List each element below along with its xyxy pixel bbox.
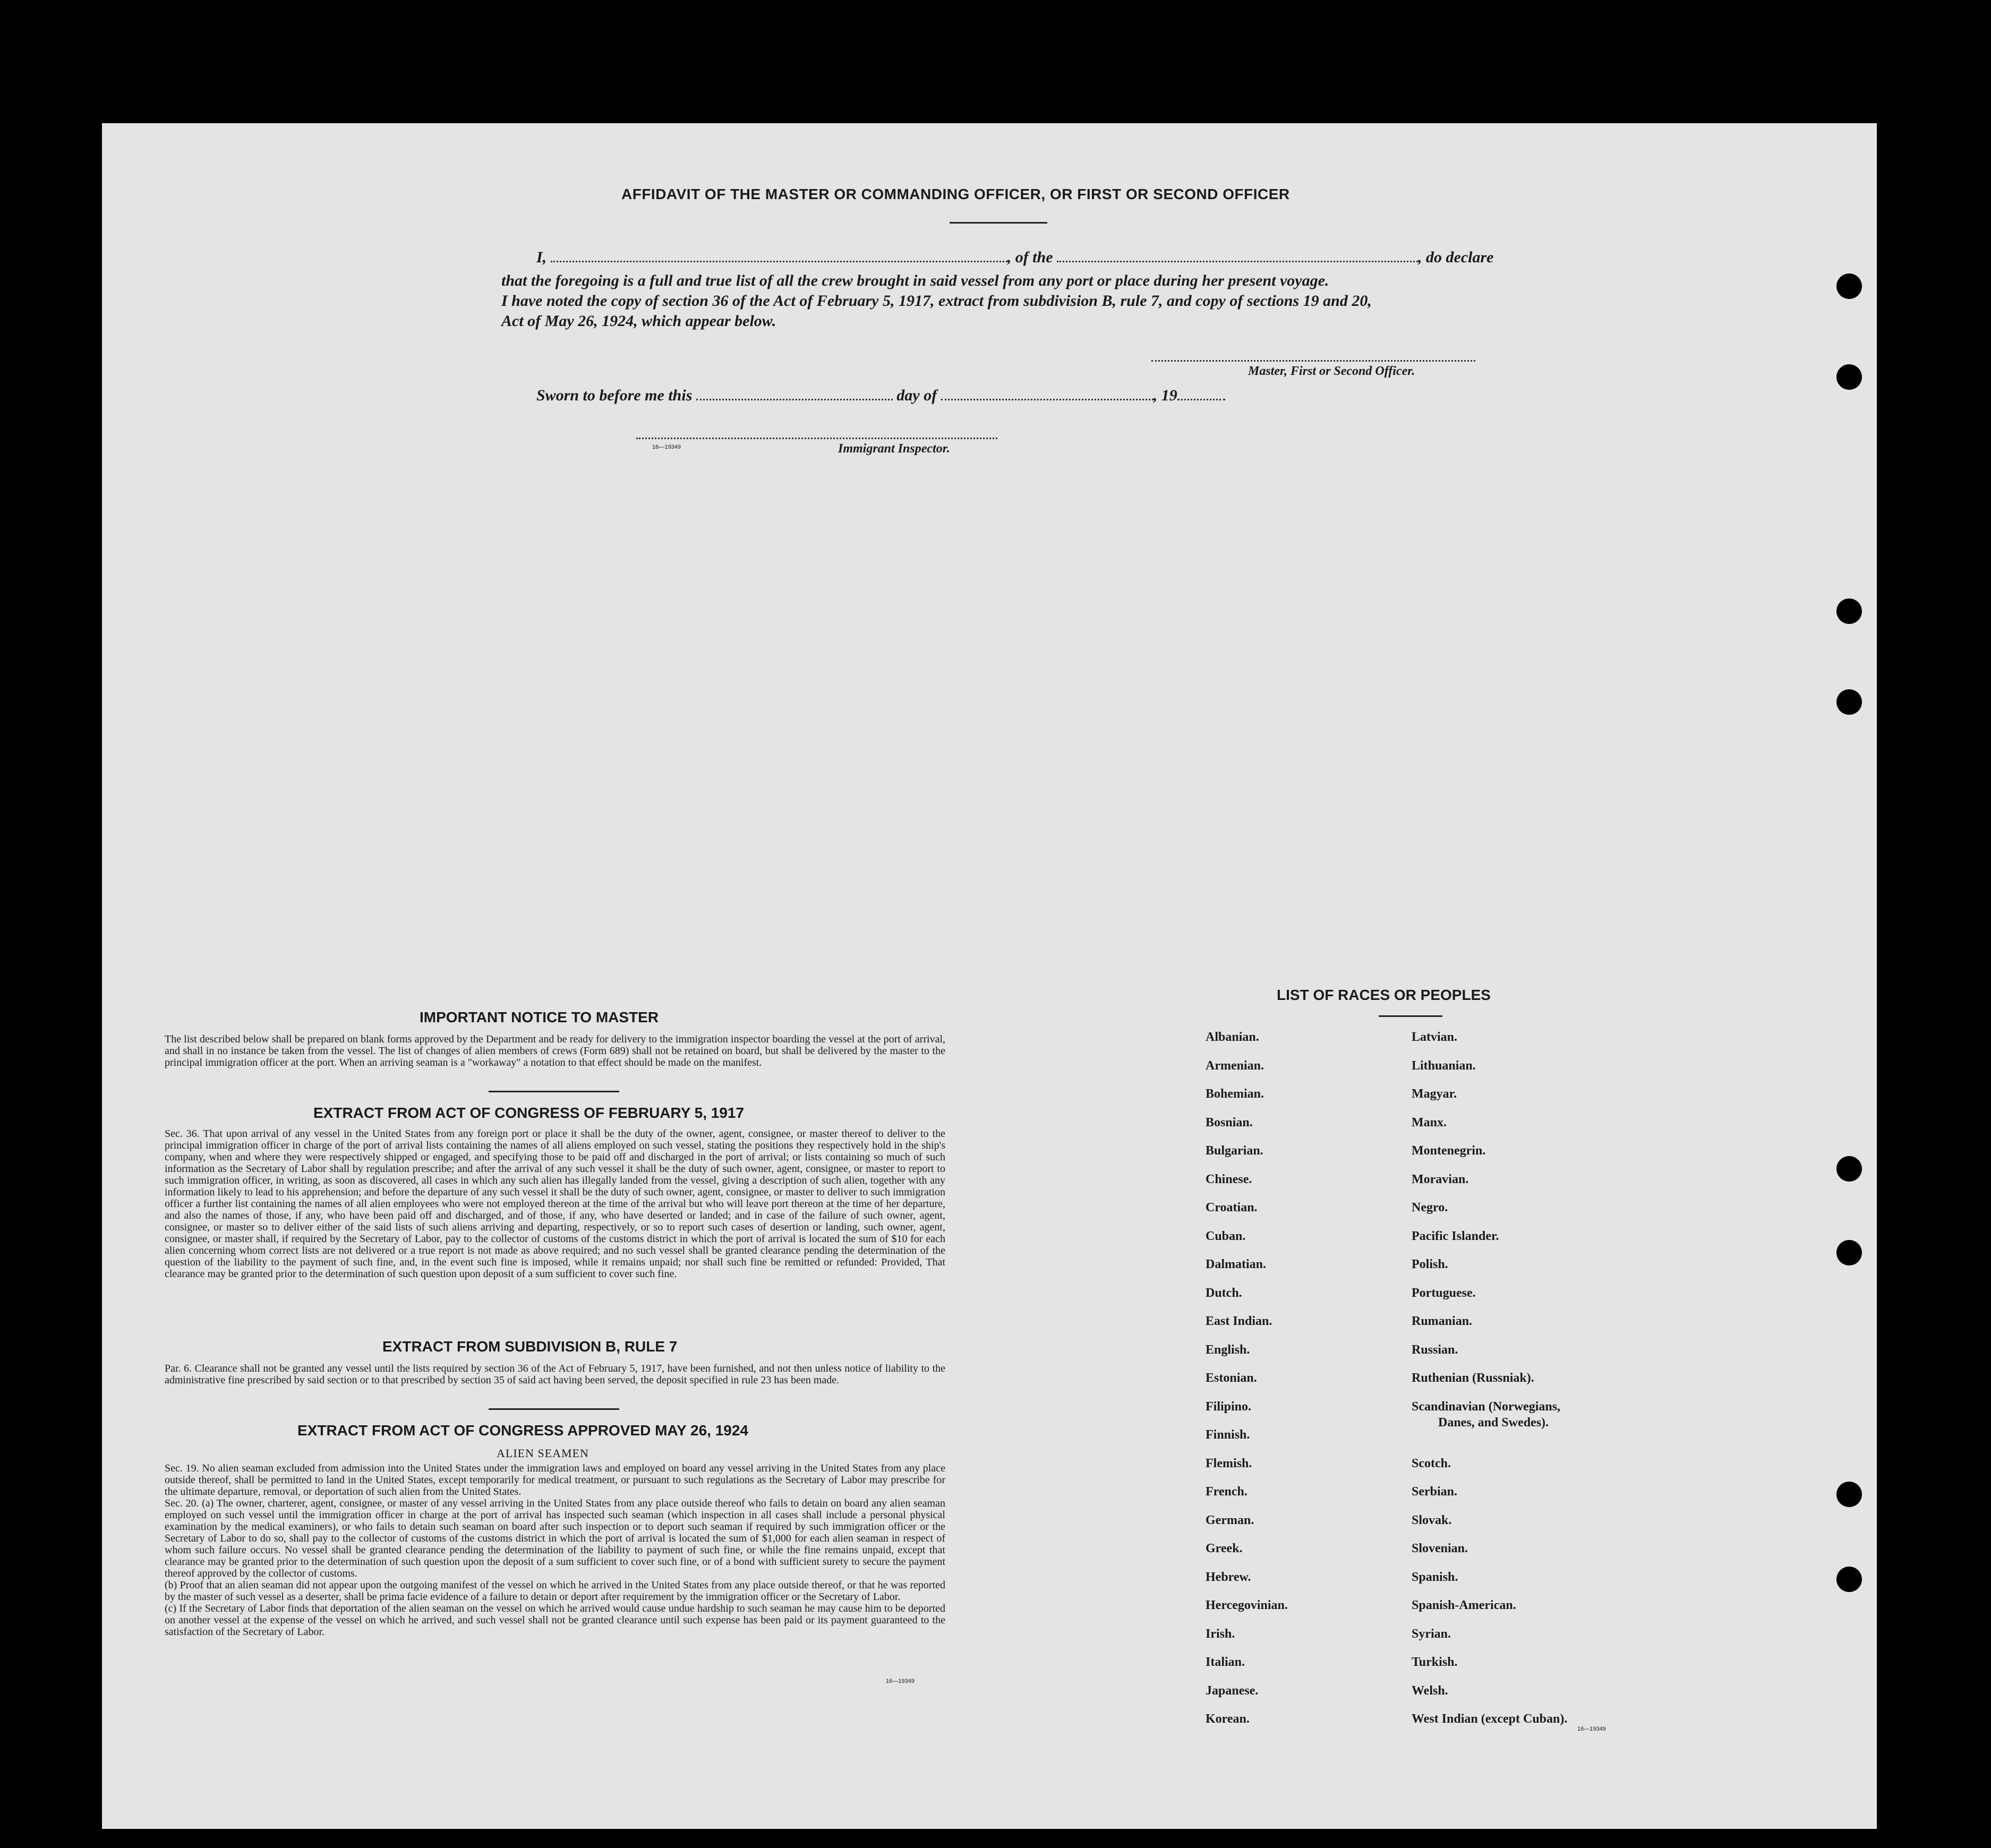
race-item: Welsh.	[1412, 1683, 1448, 1698]
race-item: Estonian.	[1206, 1371, 1257, 1385]
alien-seamen-subtitle: ALIEN SEAMEN	[497, 1447, 589, 1460]
vessel-prefix: , of the	[1007, 249, 1053, 266]
sworn-month-field[interactable]	[941, 399, 1153, 400]
race-item: Polish.	[1412, 1257, 1448, 1271]
race-item: Italian.	[1206, 1655, 1245, 1669]
race-item: West Indian (except Cuban).	[1412, 1712, 1568, 1726]
punch-hole	[1836, 364, 1862, 390]
race-item: Ruthenian (Russniak).	[1412, 1371, 1534, 1385]
race-item: Slovenian.	[1412, 1542, 1468, 1556]
race-item: Dutch.	[1206, 1286, 1242, 1300]
race-item: English.	[1206, 1342, 1250, 1357]
race-item: Finnish.	[1206, 1428, 1250, 1442]
race-item: Chinese.	[1206, 1172, 1252, 1186]
sec20a-text: Sec. 20. (a) The owner, charterer, agent, consignee, or master of any vessel arriving in the United States from any place outside thereof who fails to detain on board any alien seaman employed on such vessel until the immigration officer in charge at the port of arrival has inspected such seaman (which inspection in all cases shall include a personal physical examination by the medical examiners), or who fails to detain such seaman on board after such inspection or to deport such seaman if required by such immigration officer or the Secretary of Labor to do so, shall pay to the collector of customs of the customs district in which the port of arrival is located the sum of $1,000 for each alien seaman in respect of whom such failure occurs. No vessel shall be granted clearance pending the determination of the liability to payment of such fine, or while the fine remains unpaid, except that clearance may be granted prior to the determination of such question upon the deposit of a sum sufficient to cover such fine, or of a bond with sufficient surety to secure the payment thereof approved by the collector of customs.	[165, 1498, 945, 1579]
vessel-name-field[interactable]	[1057, 261, 1418, 262]
punch-hole	[1836, 1240, 1862, 1265]
sworn-year-field[interactable]	[1177, 399, 1225, 400]
race-item: Slovak.	[1412, 1513, 1452, 1527]
inspector-signature-line[interactable]	[636, 438, 997, 439]
declaration-line-2: that the foregoing is a full and true list of all the crew brought in said vessel from any port or place during her present voyage.	[501, 272, 1329, 289]
rule7-title: EXTRACT FROM SUBDIVISION B, RULE 7	[382, 1338, 678, 1355]
declaration-line-4: Act of May 26, 1924, which appear below.	[501, 312, 776, 330]
races-form-number: 16—19349	[1577, 1726, 1606, 1732]
punch-hole	[1836, 1156, 1862, 1182]
sworn-line	[536, 387, 1225, 405]
sec20b-text: (b) Proof that an alien seaman did not appear upon the outgoing manifest of the vessel on which he arrived in the United States from any place outside thereof, or that he was reported by the master of such vessel as a deserter, shall be prima facie evidence of a failure to detain or deport after requirement by the immigration officer or the Secretary of Labor.	[165, 1579, 945, 1603]
punch-hole	[1836, 1482, 1862, 1507]
punch-hole	[1836, 273, 1862, 299]
declarant-prefix: I,	[536, 249, 547, 266]
races-rule	[1379, 1015, 1442, 1017]
sworn-day-field[interactable]	[696, 399, 893, 400]
extract-1917-text: Sec. 36. That upon arrival of any vessel in the United States from any foreign port or place it shall be the duty of the owner, agent, consignee, or master thereof to deliver to the principal immigration officer in charge of the port of arrival lists containing the names of all aliens employed on such vessel, stating the positions they respectively hold in the ship's company, when and where they were respectively shipped or engaged, and specifying those to be paid off and discharged in the port of arrival; or lists containing so much of such information as the Secretary of Labor shall by regulation prescribe; and after the arrival of any such vessel it shall be the duty of such owner, agent, consignee, or master to report to such immigration officer, in writing, as soon as discovered, all cases in which any such alien has illegally landed from the vessel, giving a description of such alien, together with any information likely to lead to his apprehension; and before the departure of any such vessel it shall be the duty of such owner, agent, consignee, or master to deliver to such immigration officer a further list containing the names of all alien employees who were not employed thereon at the time of the arrival but who will leave port thereon at the time of her departure, and also the names of those, if any, who have been paid off and discharged, and of those, if any, who have deserted or landed; and in case of the failure of such owner, agent, consignee, or master so to deliver either of the said lists of such aliens arriving and departing, respectively, or so to report such cases of desertion or landing, such owner, agent, consignee, or master shall, if required by the Secretary of Labor, pay to the collector of customs of the customs district in which the port of arrival is located the sum of $10 for each alien concerning whom correct lists are not delivered or a true report is not made as above required; and no such vessel shall be granted clearance pending the determination of the question of the liability to the payment of such fine, and, in the event such fine is imposed, while it remains unpaid; nor shall such fine be remitted or refunded: Provided, That clearance may be granted prior to the determination of such question upon deposit of a sum sufficient to cover such fine.	[165, 1128, 945, 1280]
race-item: Scandinavian (Norwegians,	[1412, 1399, 1561, 1414]
inspector-label: Immigrant Inspector.	[838, 442, 950, 456]
race-item: East Indian.	[1206, 1314, 1272, 1328]
race-item: Bosnian.	[1206, 1115, 1253, 1130]
section-rule	[489, 1091, 619, 1092]
sworn-prefix: Sworn to before me this	[536, 387, 693, 404]
extract-form-number: 16—19349	[886, 1678, 915, 1684]
race-item: Greek.	[1206, 1542, 1243, 1555]
affidavit-form-number: 16—19349	[652, 444, 681, 450]
declaration-line-3: I have noted the copy of section 36 of the Act of February 5, 1917, extract from subdivision B, rule 7, and copy of sections 19 and 20,	[501, 292, 1372, 310]
master-signature-line[interactable]	[1151, 360, 1475, 362]
race-item: Moravian.	[1412, 1172, 1469, 1186]
race-item: Bulgarian.	[1206, 1144, 1263, 1158]
extract-1924-title: EXTRACT FROM ACT OF CONGRESS APPROVED MAY 26, 1924	[297, 1422, 748, 1439]
races-title: LIST OF RACES OR PEOPLES	[1277, 987, 1491, 1003]
race-item: Dalmatian.	[1206, 1257, 1266, 1271]
race-item: Montenegrin.	[1412, 1144, 1486, 1158]
year-prefix: , 19	[1153, 387, 1177, 404]
race-item: Armenian.	[1206, 1058, 1264, 1073]
race-item: Hebrew.	[1206, 1570, 1251, 1584]
sec20c-text: (c) If the Secretary of Labor finds that deportation of the alien seaman on the vessel on which he arrived would cause undue hardship to such seaman he may cause him to be deported on another vessel at the expense of the vessel on which he arrived, and such vessel shall not be granted clearance until such expense has been paid or its payment guaranteed to the satisfaction of the Secretary of Labor.	[165, 1603, 945, 1638]
section-rule	[489, 1408, 619, 1410]
declarant-name-field[interactable]	[551, 261, 1007, 262]
race-item: Korean.	[1206, 1712, 1250, 1726]
notice-text: The list described below shall be prepared on blank forms approved by the Department and be ready for delivery to the immigration inspector boarding the vessel at the port of arrival, and shall in no instance be taken from the vessel. The list of changes of alien members of crews (Form 689) shall not be retained on board, but shall be delivered by the master to the principal immigration officer at the port. When an arriving seaman is a "workaway" a notation to that effect should be made on the manifest.	[165, 1033, 945, 1068]
race-item: Turkish.	[1412, 1655, 1458, 1670]
race-item: Russian.	[1412, 1342, 1458, 1357]
race-item: Negro.	[1412, 1201, 1448, 1214]
race-item: French.	[1206, 1485, 1247, 1499]
title-rule	[950, 222, 1047, 224]
race-item: Filipino.	[1206, 1399, 1252, 1414]
race-item: Scotch.	[1412, 1456, 1451, 1470]
signature-label: Master, First or Second Officer.	[1248, 364, 1415, 378]
day-of-label: day of	[896, 387, 937, 404]
race-item: Irish.	[1206, 1627, 1235, 1641]
race-item: Cuban.	[1206, 1229, 1246, 1243]
race-item: Croatian.	[1206, 1201, 1258, 1214]
race-item: Danes, and Swedes).	[1438, 1415, 1549, 1430]
declaration-line-1	[536, 249, 1493, 267]
race-item: Bohemian.	[1206, 1087, 1264, 1101]
notice-title: IMPORTANT NOTICE TO MASTER	[420, 1009, 659, 1025]
race-item: Manx.	[1412, 1115, 1447, 1130]
extract-1917-title: EXTRACT FROM ACT OF CONGRESS OF FEBRUARY 5, 1917	[313, 1105, 745, 1121]
race-item: Hercegovinian.	[1206, 1598, 1288, 1612]
race-item: Pacific Islander.	[1412, 1229, 1499, 1243]
race-item: Portuguese.	[1412, 1286, 1476, 1300]
race-item: Japanese.	[1206, 1683, 1259, 1698]
sec19-text: Sec. 19. No alien seaman excluded from admission into the United States under the immigration laws and employed on board any vessel arriving in the United States from any place outside thereof, shall be permitted to land in the United States, except temporarily for medical treatment, or pursuant to such regulations as the Secretary of Labor may prescribe for the ultimate departure, removal, or deportation of such alien from the United States.	[165, 1462, 945, 1498]
rule7-text: Par. 6. Clearance shall not be granted any vessel until the lists required by section 36 of the Act of February 5, 1917, have been furnished, and not then unless notice of liability to the administrative fine prescribed by said section or to that prescribed by section 35 of said act having been served, the deposit specified in rule 23 has been made.	[165, 1363, 945, 1386]
extract-1924-body	[165, 1462, 945, 1638]
punch-hole	[1836, 1567, 1862, 1592]
race-item: Syrian.	[1412, 1627, 1451, 1641]
race-item: Lithuanian.	[1412, 1058, 1476, 1073]
race-item: Albanian.	[1206, 1030, 1259, 1044]
race-item: German.	[1206, 1513, 1254, 1527]
race-item: Serbian.	[1412, 1485, 1458, 1499]
punch-hole	[1836, 598, 1862, 624]
race-item: Latvian.	[1412, 1030, 1458, 1044]
race-item: Flemish.	[1206, 1456, 1252, 1470]
race-item: Spanish-American.	[1412, 1598, 1516, 1613]
race-item: Spanish.	[1412, 1570, 1458, 1584]
affidavit-title: AFFIDAVIT OF THE MASTER OR COMMANDING OFFICER, OR FIRST OR SECOND OFFICER	[621, 186, 1290, 202]
race-item: Magyar.	[1412, 1087, 1457, 1101]
punch-hole	[1836, 689, 1862, 715]
declare-text: , do declare	[1418, 249, 1494, 266]
race-item: Rumanian.	[1412, 1314, 1473, 1328]
